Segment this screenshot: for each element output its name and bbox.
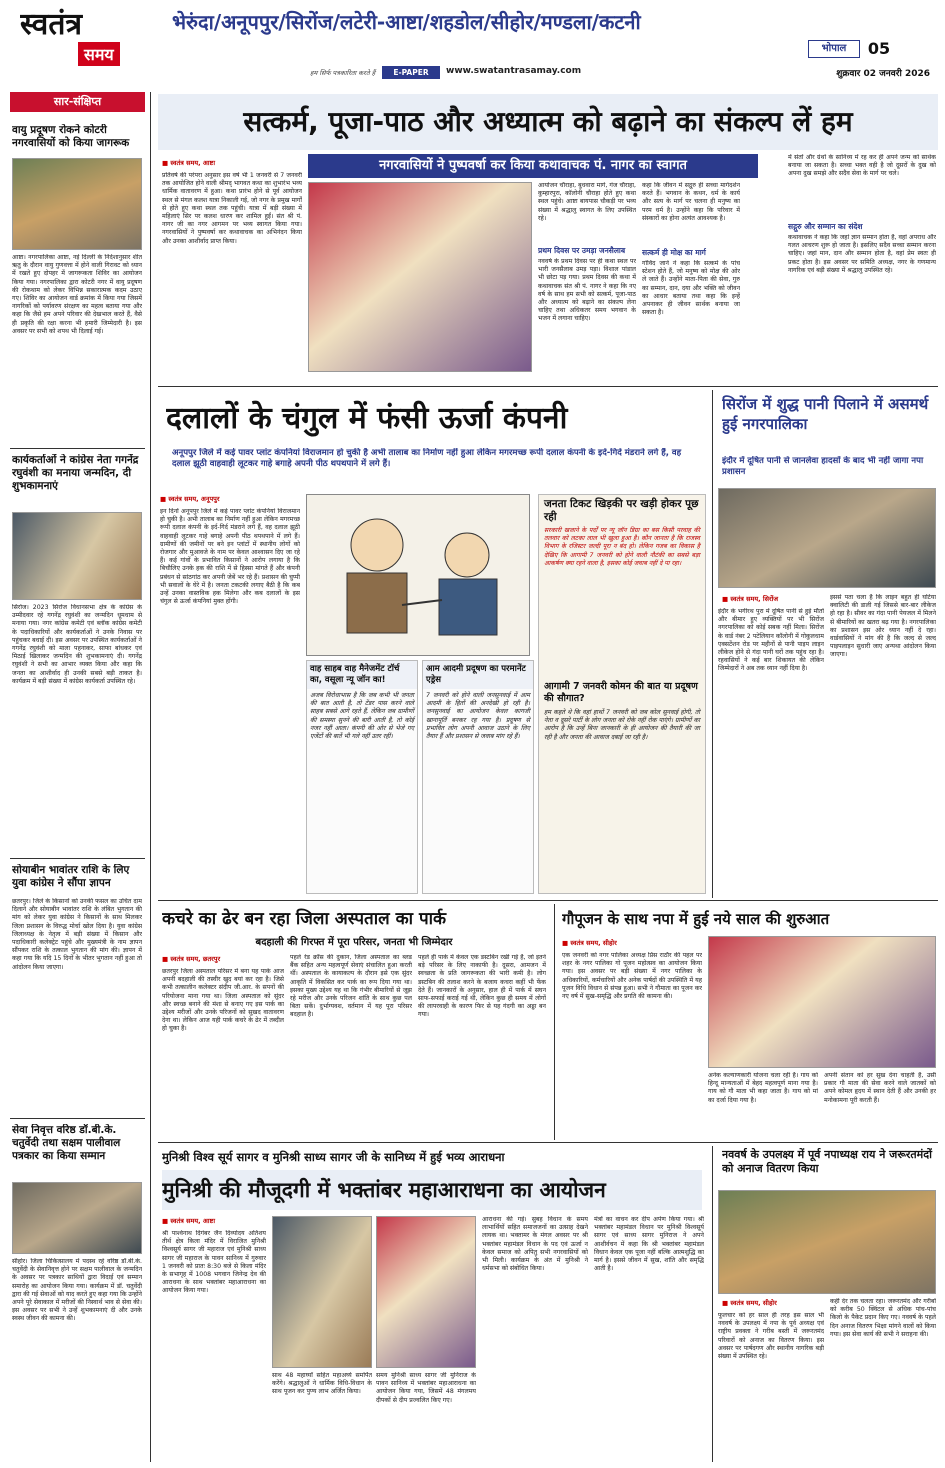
story-body: श्री पार्श्वनाथ दिगंबर जैन दिव्योदय अतिशय तीर्थ क्षेत्र किला मंदिर में विराजित मुनिश्री विश्वसूर्य सागर जी महाराज एवं मुनिश्री साध्य सागर जी महाराज के पावन सानिध्य में गुरुवार 1 जनवरी को प्रातः 8:30 बजे से किला मंदिर के सभागृह में 1008 भगवान जिनेन्द्र देव की आराधना के साथ भक्तांबर महाआराधना का आयोजन किया गया। (162, 1230, 266, 1295)
story-body: गोविंद जाने ने कहा कि सत्कर्म के पांच स्टेशन होते हैं, जो मनुष्य को मोक्ष की ओर ले जाते हैं। उन्होंने माता-पिता की सेवा, गुरु का सम्मान, दान, दया और भक्ति को जीवन का आधार बताया तथा कहा कि इन्हें अपनाकर ही जीवन सार्थक बनाया जा सकता है। (642, 260, 740, 317)
sidebox-body: हम कहते थे कि वहां हाथों 7 जनवरी को जब कोल सुनवाई होगी, तो नेता व दूसरे पार्टी के लोग जनता को रोके नहीं रोक पाएंगे। ग्रामीणों का आरोप है कि उन्हें बिना जानकारी के ही आयोजन की तैयारी की जा रही है और जनता की आवाज दबाई जा रही है। (544, 709, 700, 741)
story-body: अपनी संतान को हर सुख देना चाहती है, उसी प्रकार गौ माता की सेवा करने वाले जातकों को अपने कोमल हृदय में स्थान देती हैं और उनकी हर मनोकामना पूरी करती हैं। (824, 1072, 936, 1104)
story-body: फूलचार को हर साल ही तरह इस साल भी नववर्ष के उपलक्ष्य में नपा के पूर्व अध्यक्ष एवं राष्ट्रीय प्रवक्ता ने गरीब बस्ती में जरूरतमंद परिवारों को अनाज का वितरण किया। इस अवसर पर पार्षदगण और स्थानीय नागरिक बड़ी संख्या में उपस्थित रहे। (718, 1312, 824, 1361)
story-byline: ■ स्वतंत्र समय, आष्टा (162, 1216, 266, 1225)
story-photo (308, 182, 532, 372)
story-subhead: नगरवासियों ने पुष्पवर्षा कर किया कथावाचक पं. नागर का स्वागत (308, 154, 758, 178)
sidebox-body: अजब विरोधाभास है कि जब कभी भी जनता की बात आती है, तो टेंडर पास करने वाले साहब सबसे आगे रहते हैं, लेकिन जब ग्रामीणों की समस्या सुनने की बारी आती है, तो कोई नजर नहीं आता। कंपनी की ओर से भेजे गए एजेंटों की बातें भी गले नहीं उतर रहीं। (310, 692, 414, 741)
sidebar-photo (12, 512, 142, 600)
divider (10, 448, 145, 449)
section-divider (158, 900, 938, 901)
story-body: मंत्रों का वाचन कर दीप अर्पण किया गया। श्री भक्तांबर महामंडल विधान पर मुनिश्री विश्वसूर्य सागर एवं साध्य सागर मुनिराज ने अपने आशीर्वचन में कहा कि श्री भक्तांबर महामंडल विधान केवल एक पूजा नहीं बल्कि आत्मशुद्धि का मार्ग है। इससे जीवन में सुख, शांति और समृद्धि आती है। (594, 1216, 704, 1273)
story-body: इंदौर के भगीरथ पुरा में दूषित पानी से हुई मौतों और बीमार हुए व्यक्तियों पर भी सिरोंज नगरपालिका को कोई सबक नहीं मिला। सिरोंज के वार्ड नंबर 2 पटेलियान कॉलोनी में गोकुलधाम एक्सटेंशन रोड पर महीनों से पानी पाइप लाइन लीकेज होने से गंदा पानी घरों तक पहुंच रहा है। रहवासियों ने कई बार शिकायत की लेकिन जिम्मेदारों ने अब तक ध्यान नहीं दिया है। (718, 608, 824, 673)
sidebox-janta (538, 494, 706, 894)
tagline: हम सिर्फ पत्रकारिता करते हैं (310, 69, 376, 77)
cartoon-illustration (306, 494, 530, 656)
sidebar-item-headline: सेवा निवृत्त वरिष्ठ डॉ.बी.के. चतुर्वेदी तथा सक्षम पालीवाल पत्रकार का किया सम्मान (12, 1124, 121, 1162)
sidebox-body: 7 जनवरी को होने वाली जनसुनवाई में आम आदमी के हितों की अनदेखी हो रही है। जनसुनवाई का आयोजन केवल कागजी खानापूर्ति बनकर रह गया है। प्रदूषण से प्रभावित लोग अपनी आवाज उठाने के लिए तैयार हैं और प्रशासन से जवाब मांग रहे हैं। (426, 692, 530, 741)
story-energy-company (158, 390, 708, 898)
story-byline: ■ स्वतंत्र समय, सीहोर (722, 1298, 826, 1307)
sidebox-title: आम आदमी प्रदूषण का परमानेंट एड्रेस (423, 661, 533, 689)
story-byline: ■ स्वतंत्र समय, अनूपपुर (160, 494, 300, 503)
story-subsection-head: सद्गुरु और सम्मान का संदेश (788, 222, 863, 231)
sidebox-title: वाह साहब वाह मैनेजमेंट टॉर्च का, वसूला न्यू जॉन का! (307, 661, 417, 689)
sidebar-item-body: सीहोर। जिला चिकित्सालय में पदस्थ रहे वरिष्ठ डॉ.बी.के. चतुर्वेदी के सेवानिवृत्त होने पर सक्षम पालीवाल के जन्मदिन के अवसर पर पत्रकार साथियों द्वारा विदाई एवं सम्मान समारोह का आयोजन किया गया। कार्यक्रम में डॉ. चतुर्वेदी द्वारा की गई सेवाओं को याद करते हुए कहा गया कि उन्होंने अपने पूरे सेवाकाल में मरीजों की निस्वार्थ भाव से सेवा की। इस अवसर पर सभी ने उन्हें शुभकामनाएं दी और उनके स्वस्थ जीवन की कामना की। (12, 1258, 142, 1323)
section-divider (158, 386, 938, 387)
story-body: इन दिनों अनूपपुर जिले में कई पावर प्लांट कंपनियां विराजमान हो चुकी है। अभी तालाब का निर्माण नहीं हुआ लेकिन मगरमच्छ रूपी दलाल कंपनी के इर्द-गिर्द मंडराने लगे हैं, वह दलाल झूठी वाहवाही लूटकर गाहे बगाहे अपनी पीठ थपथपाने में लगे हैं। ग्रामीणों की जमीनों पर बने इन प्लांटों में स्थानीय लोगों को रोजगार और मुआवजे के नाम पर केवल आश्वासन दिए जा रहे हैं। कई गांवों के प्रभावित किसानों ने आरोप लगाया है कि बिचौलिए उनके हक की राशि में से हिस्सा मांगते हैं और कंपनी प्रबंधन से सांठगांठ कर अपनी जेबें भर रहे हैं। प्रशासन की चुप्पी भी सवालों के घेरे में है। जनता टकटकी लगाए बैठी है कि कब उन्हें उनका वास्तविक हक मिलेगा और कब दलालों के इस चंगुल से ऊर्जा कंपनियां मुक्त होंगी। (160, 508, 300, 606)
story-body: आयोजन चौराहा, बुधवारा मार्ग, गंज चौराहा, कुम्हारपुरा, कॉलोनी चौराहा होते हुए कथा स्थल पहुंचे। आष्टा बायपास चौकड़ी पर भव्य संख्या में श्रद्धालु स्वागत के लिए उपस्थित रहे। (538, 182, 636, 222)
logo-top-text: स्वतंत्र (20, 8, 83, 42)
story-body: पहले ही पार्क में केवल एक डस्टबिन रखी गई है, जो इतने बड़े परिसर के लिए नाकाफी है। दूसरा, आमजन में स्वच्छता के प्रति जागरूकता की भारी कमी है। लोग डस्टबिन की तलाश करने के बजाय कचरा कहीं भी फेंक देते हैं। जानकारों के अनुसार, हाल ही में पार्क में सघन साफ-सफाई कराई गई थी, लेकिन कुछ ही समय में लोगों की लापरवाही के कारण फिर से यह गंदगी का अड्डा बन गया। (418, 954, 546, 1019)
story-headline: कचरे का ढेर बन रहा जिला अस्पताल का पार्क (162, 909, 447, 929)
story-photo (718, 1190, 936, 1294)
story-headline: मुनिश्री की मौजूदगी में भक्तांबर महाआराधना का आयोजन (162, 1170, 702, 1210)
story-subsection-head: प्रथम दिवस पर उमड़ा जनसैलाब (538, 246, 626, 255)
epaper-badge[interactable]: E-PAPER (382, 66, 440, 79)
story-headline: गौपूजन के साथ नपा में हुई नये साल की शुरुआत (562, 910, 830, 928)
story-body: छतरपुर जिला अस्पताल परिसर में बना यह पार्क आज अपनी बदहाली की तस्वीर खुद बयां कर रहा है। जिसे कभी तत्कालीन कलेक्टर संदीप जी.आर. के सपनों की परियोजना माना गया था। जिला अस्पताल को सुंदर और स्वच्छ बनाने की मंशा से बनाए गए इस पार्क का उद्देश्य मरीजों और उनके परिजनों को सुखद वातावरण देना था। लेकिन आज यही पार्क कचरे के ढेर में तब्दील हो चुका है। (162, 968, 284, 1033)
column-divider (554, 904, 555, 1140)
story-byline: ■ स्वतंत्र समय, सीहोर (562, 938, 702, 947)
edition-cities: भेरुंदा/अनूपपुर/सिरोंज/लटेरी-आष्टा/शहडोल/सीहोर/मण्डला/कटनी (172, 10, 641, 34)
story-body: इससे पता चला है कि लाइन बहुत ही घटिया क्वालिटी की डाली गई जिससे बार-बार लीकेज हो रहा है। सीवर का गंदा पानी पेयजल में मिलने से बीमारियों का खतरा बढ़ गया है। नगरपालिका का प्रशासन इस ओर ध्यान नहीं दे रहा। वार्डवासियों ने मांग की है कि जल्द से जल्द पाइपलाइन सुधारी जाए अन्यथा आंदोलन किया जाएगा। (830, 594, 936, 659)
story-byline: ■ स्वतंत्र समय, सिरोंज (722, 594, 827, 603)
sidebar-photo (12, 1182, 142, 1254)
story-bhaktambar (158, 1146, 708, 1462)
sidebox-pollution (422, 660, 534, 894)
sidebar-item-headline: सोयाबीन भावांतर राशि के लिए युवा कांग्रेस ने सौंपा ज्ञापन (12, 864, 130, 889)
story-subsection-head: सत्कर्म ही मोक्ष का मार्ग (642, 248, 706, 257)
sidebox-question: आगामी 7 जनवरी कोमन की बात या प्रदूषण की सौगात? (544, 681, 698, 704)
story-subhead: इंदौर में दूषित पानी से जानलेवा हादसों के बाद भी नहीं जागा नपा प्रशासन (722, 456, 924, 477)
story-photo (708, 936, 936, 1068)
cartoon-icon (307, 495, 529, 655)
story-body: समय मुनिश्री साध्य सागर जी मुनिराज के पावन सानिध्य में भक्तांबर महाआराधना का आयोजन किया गया, जिसमें 48 मंगलमय दीपकों से दीप प्रज्वलित किए गए। (376, 1372, 476, 1404)
section-divider (158, 1142, 938, 1143)
story-sironj-water (718, 390, 938, 898)
story-byline: ■ स्वतंत्र समय, छतरपुर (162, 954, 282, 963)
website-link[interactable]: www.swatantrasamay.com (446, 66, 582, 76)
story-body: आराधना की गई। सुबह विधान के समय लाभार्थियों सहित समाजजनों का उत्साह देखने लायक था। भक्तामर के मंगल अवसर पर श्री भक्तांबर महामंडल विधान के पद एवं ऊर्जा न केवल समाज को अपितु सभी नगरवासियों को भी मिली। कार्यक्रम के अंत में मुनिश्री ने धर्मसभा को संबोधित किया। (482, 1216, 588, 1273)
sidebar-item-headline: वायु प्रदूषण रोकने कोटरी नगरवासियों को किया जागरूक (12, 124, 130, 149)
edition-name: भोपाल (808, 40, 860, 58)
sidebar-item-body: छतरपुर। जिले के किसानों को उनकी फसल का उचित दाम दिलाने और सोयाबीन भावांतर राशि के लंबित भुगतान की मांग को लेकर युवा कांग्रेस ने किसानों के साथ मिलकर जिला प्रशासन के विरुद्ध मोर्चा खोल दिया है। युवा कांग्रेस जिलाध्यक्ष के नेतृत्व में बड़ी संख्या में किसान और पदाधिकारी कलेक्ट्रेट पहुंचे और मुख्यमंत्री के नाम ज्ञापन सौंपकर राशि के तत्काल भुगतान की मांग की। ज्ञापन में कहा गया कि यदि 15 दिनों के भीतर भुगतान नहीं हुआ तो आंदोलन किया जाएगा। (12, 898, 142, 971)
story-photo (718, 488, 936, 588)
column-divider (712, 1146, 713, 1462)
sidebar (10, 92, 145, 1462)
masthead (0, 0, 945, 84)
story-body: कथावाचक ने कहा कि जहां ज्ञान सम्मान होता है, वहां अपराध और गलत आचरण शुरू हो जाता है। इसलिए सदैव सच्चा सम्मान करना चाहिए। जहां मान, दान और सम्मान होता है, वहां प्रेम स्वतः ही प्रकट होता है। इस अवसर पर समिति अध्यक्ष, नगर के गणमान्य नागरिक एवं बड़ी संख्या में श्रद्धालु उपस्थित रहे। (788, 234, 936, 274)
column-divider (150, 92, 151, 1462)
logo (20, 8, 160, 70)
story-kicker: मुनिश्री विश्व सूर्य सागर व मुनिश्री साध्य सागर जी के सानिध्य में हुई भव्य आराधना (162, 1150, 505, 1164)
story-body: कहीं देर तक चलता रहा। जरूरतमंद और गरीबों को करीब 50 क्विंटल से अधिक पांच-पांच किलो के पैकेट प्रदान किए गए। नववर्ष के पहले दिन अनाज वितरण भिक्षा मांगने वालों को किया गया। इस सेवा कार्य की सभी ने सराहना की। (830, 1298, 936, 1338)
sidebar-photo (12, 158, 142, 250)
story-hospital-park (158, 904, 550, 1140)
story-body: कहा कि जीवन में सद्गुरु ही सच्चा मार्गदर्शन करते हैं। भगवान के कथन, धर्म के कार्य और सत्य के मार्ग पर चलना ही मनुष्य का परम धर्म है। उन्होंने कहा कि परिवार में संस्कारों का होना अत्यंत आवश्यक है। (642, 182, 740, 222)
sidebar-item-body: सिरोंज। 2023 सिरोंज विधानसभा क्षेत्र के कांग्रेस के उम्मीदवार रहे गगनेंद्र रघुवंशी का जन्मदिन धूमधाम से मनाया गया। नगर कांग्रेस कमेटी एवं ब्लॉक कांग्रेस कमेटी के पदाधिकारियों और कार्यकर्ताओं ने उनके निवास पर पहुंचकर बधाई दी। इस अवसर पर उपस्थित कार्यकर्ताओं ने गगनेंद्र रघुवंशी को माला पहनाकर, साफा बांधकर एवं मिठाई खिलाकर जन्मदिन की शुभकामनाएं दी। गगनेंद्र रघुवंशी ने सभी का आभार व्यक्त किया और कहा कि जनता का आशीर्वाद ही उनकी सबसे बड़ी ताकत है। कार्यक्रम में बड़ी संख्या में कांग्रेस कार्यकर्ता उपस्थित रहे। (12, 604, 142, 685)
page-number: 05 (867, 39, 891, 58)
story-satkarm (158, 92, 938, 382)
divider (10, 858, 145, 859)
story-body: नववर्ष के प्रथम दिवस पर ही कथा स्थल पर भारी जनसैलाब उमड़ पड़ा। विशाल पांडाल भी छोटा पड़ गया। प्रथम दिवस की कथा में कथावाचक संत श्री पं. नागर ने कहा कि नए वर्ष के साथ हम सभी को सत्कर्म, पूजा-पाठ और अध्यात्म को बढ़ाने का संकल्प लेना चाहिए तथा अधिकतर समय भगवान के भजन में लगाना चाहिए। (538, 258, 636, 323)
story-headline: नववर्ष के उपलक्ष्य में पूर्व नपाध्यक्ष राय ने जरूरतमंदों को अनाज वितरण किया (722, 1148, 932, 1175)
story-gaupoojan (558, 904, 938, 1140)
story-headline: सत्कर्म, पूजा-पाठ और अध्यात्म को बढ़ाने का संकल्प लें हम (158, 94, 938, 150)
divider (10, 1118, 145, 1119)
story-byline: ■ स्वतंत्र समय, आष्टा (162, 158, 302, 167)
sidebox-management (306, 660, 418, 894)
story-body: अनेक कल्याणकारी योजना चला रही है। गाय को हिन्दू मान्यताओं में बेहद महत्वपूर्ण माना गया है। गाय को गौ माता भी कहा जाता है। गाय को मां का दर्जा दिया गया है। (708, 1072, 818, 1104)
sidebar-header: सार-संक्षिप्त (10, 92, 145, 112)
story-body: प्रतिवर्ष की परंपरा अनुसार इस वर्ष भी 1 जनवरी से 7 जनवरी तक आयोजित होने वाली श्रीमद् भागवत कथा का शुभारंभ भव्य धार्मिक वातावरण में हुआ। कथा प्रारंभ होने से पूर्व आयोजन स्थल से मंगल कलश यात्रा निकाली गई, जो नगर के प्रमुख मार्गों से होते हुए कथा स्थल तक पहुंची। यात्रा में बड़ी संख्या में महिलाएं सिर पर कलश धारण कर शामिल हुईं। संत श्री पं. नागर जी का नगर आगमन पर भव्य स्वागत किया गया। नगरवासियों ने पुष्पवर्षा कर कथावाचक का अभिनंदन किया और उनका आशीर्वाद प्राप्त किया। (162, 172, 302, 245)
story-deck: अनूपपुर जिले में कई पावर प्लांट कंपनियां विराजमान हो चुकी है अभी तालाब का निर्माण नहीं हुआ लेकिन मगरमच्छ रूपी दलाल कंपनी के इर्द-गिर्द मंडराने लगे हैं, वह दलाल झूठी वाहवाही लूटकर गाहे बगाहे अपनी पीठ थपथपाने में लगे हैं। (172, 448, 682, 469)
story-photo (272, 1216, 372, 1368)
sidebox-title: जनता टिकट खिड़की पर खड़ी होकर पूछ रही (544, 498, 699, 523)
story-photo (376, 1216, 476, 1368)
story-headline: दलालों के चंगुल में फंसी ऊर्जा कंपनी (166, 401, 568, 436)
story-subhead: बदहाली की गिरफ्त में पूरा परिसर, जनता भी जिम्मेदार (255, 937, 453, 948)
story-body: एक जनवरी को नगर पालिका अध्यक्ष प्रिंस राठौर की पहल पर शहर के नगर पालिका गो पूजन महोत्सव का आयोजन किया गया। इस अवसर पर बड़ी संख्या में नगर पालिका के अधिकारियों, कर्मचारियों और अनेक पार्षदों की उपस्थिति में यह पूजन विधि विधान से संपन्न हुआ। सभी ने गौमाता का पूजन कर नए वर्ष में सुख-समृद्धि और प्रगति की कामना की। (562, 952, 702, 1001)
sidebar-item-headline: कार्यकर्ताओं ने कांग्रेस नेता गगनेंद्र रघुवंशी का मनाया जन्मदिन, दी शुभकामनाएं (12, 454, 139, 492)
sidebar-item-body: आष्टा। नगरपालिका आष्टा, नई दिल्ली के निर्देशानुसार शीत ऋतु के दौरान वायु गुणवत्ता में होने वाली गिरावट को ध्यान में रखते हुए दोपहर में जागरूकता शिविर का आयोजन किया गया। नगरपालिका द्वारा कोटरी नगर में वायु प्रदूषण की रोकथाम को लेकर विभिन्न सकारात्मक कदम उठाए गए। शिविर का आयोजन वार्ड क्रमांक में किया गया जिसमें नागरिकों को पर्यावरण संरक्षण का महत्व बताया गया और कहा कि जैसे हम अपने परिवार की देखभाल करते हैं, वैसे ही प्रकृति की रक्षा करना भी हमारी जिम्मेदारी है। इस अवसर पर सभी को शपथ भी दिलाई गई। (12, 254, 142, 335)
column-divider (712, 390, 713, 898)
sidebox-body: सरकारी खजाने के पर्दों पर न्यू जॉन डिग्रा का बस किसी परवाह की तलवार को लटका लाल भी खुला हुआ है। कौन जानता है कि राजस्व विभाग के रजिस्टर जल्दी पूरा न बंद हो। लेकिन गजब का विकास है देखिए कि आगामी 7 जनवरी को होने वाली नौटंकी का सबसे बड़ा आकर्षण क्या रहने वाला है, इसका कोई जवाब नहीं दे पा रहा। (544, 527, 700, 567)
story-body: में संतों और ग्रंथों के सानिध्य में रह कर ही अपने जन्म को सार्थक बनाया जा सकता है। सच्चा भक्त वही है जो दूसरों के दुख को अपना दुख समझे और सदैव सेवा के मार्ग पर चले। (788, 154, 936, 178)
issue-date: शुक्रवार 02 जनवरी 2026 (836, 69, 930, 79)
logo-bottom-text: समय (78, 42, 120, 66)
story-grain-distribution (718, 1146, 938, 1462)
story-body: साथ 48 महार्घ्यों सहित महाअर्घ्य समर्पित करेंगे। श्रद्धालुओं ने धार्मिक विधि-विधान के साथ पूजन कर पुण्य लाभ अर्जित किया। (272, 1372, 372, 1396)
story-body: पहले रेड क्रॉस की दुकान, जिला अस्पताल का ब्लड बैंक सहित अन्य महत्वपूर्ण सेवाएं संचालित हुआ करती थीं। अस्पताल के कायाकल्प के दौरान इसे एक सुंदर आकृति में विकसित कर पार्क का रूप दिया गया था। इसका मुख्य उद्देश्य यह था कि गंभीर बीमारियों से जूझ रहे मरीज और उनके परिजन शांति के साथ कुछ पल बिता सकें। दुर्भाग्यवश, वर्तमान में यह पूरा परिसर बदहाल है। (290, 954, 412, 1019)
story-headline: सिरोंज में शुद्ध पानी पिलाने में असमर्थ हुई नगरपालिका (722, 395, 929, 433)
